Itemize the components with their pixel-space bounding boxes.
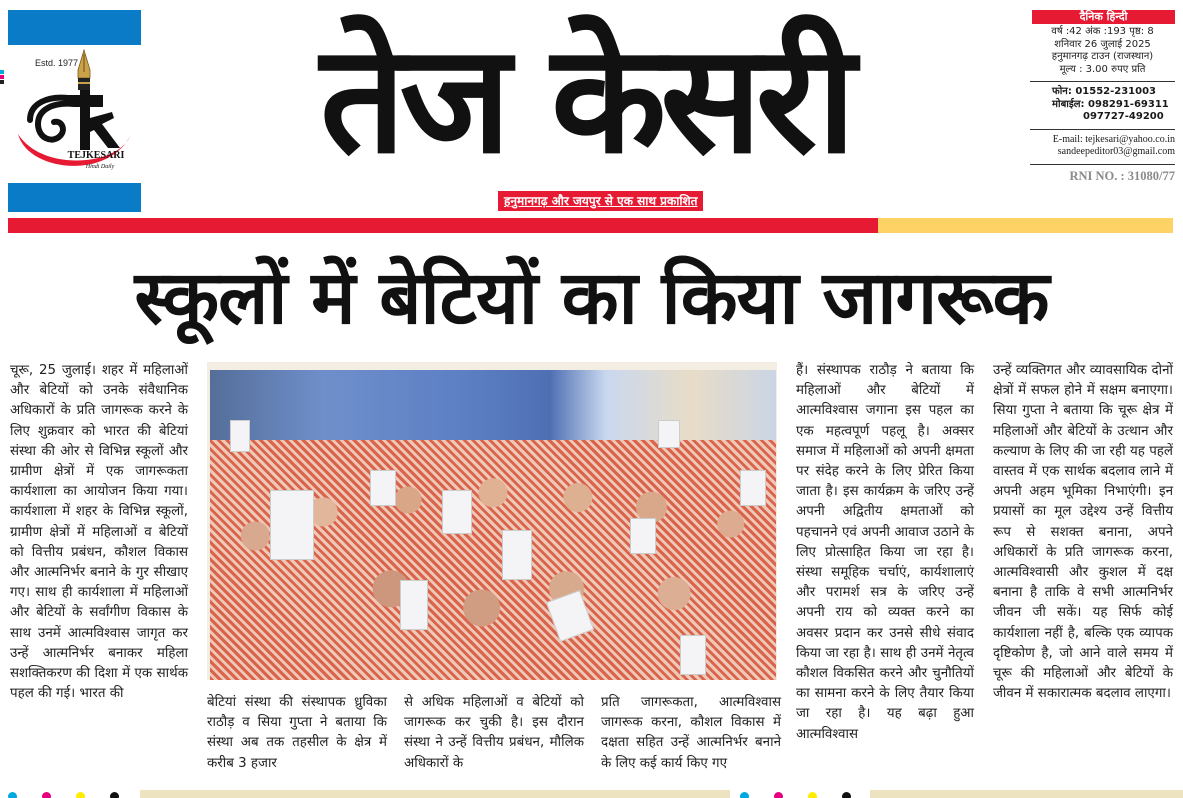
newspaper-title: तेज केसरी xyxy=(320,13,850,187)
article-headline: स्कूलों में बेटियों का किया जागरूक xyxy=(134,255,1049,341)
daily-hindi-tag: दैनिक हिन्दी xyxy=(1032,10,1175,24)
column-text: चूरू, 25 जुलाई। शहर में महिलाओं और बेटियों को उनके संवैधानिक अधिकारों के प्रति जागरूक करने के लिए शुक्रवार को भारत की बेटियां संस्था की ओर से विभिन्न स्कूलों और ग्रामीण क्षेत्रों में एक जागरूकता कार्यशाला का आयोजन किया गया। कार्यशाला में शहर के विभिन्न स्कूलों, ग्रामीण क्षेत्रों में महिलाओं व बेटियों को वित्तीय प्रबंधन, कौशल विकास और आत्मनिर्भर बनाने के गुर सीखाए गए। साथ ही कार्यशाला में महिलाओं और बेटियों के सर्वांगीण विकास के साथ उनमें आत्मविश्वास जागृत कर उन्हें आत्मनिर्भर बनाकर महिला सशक्तिकरण की दिशा में एक सार्थक पहल की गई। भारत की xyxy=(10,363,188,702)
leaflet-icon xyxy=(400,580,428,630)
article-column-6 xyxy=(993,361,1173,704)
column-text: हैं। संस्थापक राठौड़ ने बताया कि महिलाओं और बेटियों में आत्मविश्वास जगाना इस पहल का एक महत्वपूर्ण पहलू है। अक्सर समाज में महिलाओं को अपनी क्षमता पर संदेह करने के लिए प्रेरित किया जाता है। इस कार्यक्रम के जरिए उन्हें अपनी अद्वितीय क्षमताओं को पहचानने एवं अपनी आवाज उठाने के लिए प्रोत्साहित किया जा रहा है। संस्था समूहिक चर्चाएं, कार्यशालाएं और परामर्श सत्र के जरिए उन्हें अपनी राय को व्यक्त करने का अवसर प्रदान कर उनसे सीधे संवाद किया जा रहा है। साथ ही उनमें नेतृत्व कौशल विकसित करने और चुनौतियों का सामना करने के लिए तैयार किया जा रहा है। यह बढ़ा हुआ आत्मविश्वास xyxy=(796,363,974,742)
logo-bar-bottom xyxy=(8,183,141,212)
registration-marks xyxy=(0,70,6,86)
magenta-registration-dot-icon xyxy=(774,792,783,798)
masthead-logo xyxy=(8,10,141,212)
column-text: उन्हें व्यक्तिगत और व्यावसायिक दोनों क्षेत्रों में सफल होने में सक्षम बनाएगा। सिया गुप्ता ने बताया कि चूरू क्षेत्र में महिलाओं और बेटियों के उत्थान और कल्याण के लिए की जा रही यह पहलें वास्तव में एक सार्थक बदलाव लाने में अपनी अहम भूमिका निभाएंगी। इन प्रयासों का मूल उद्देश्य उन्हें वित्तीय रूप से सशक्त बनाना, अपने अधिकारों के प्रति जागरूक करना, आत्मविश्वासी और कुशल में दक्ष बनाना है ताकि वे सभी आत्मनिर्भर जीवन जी सकें। यह सिर्फ कोई कार्यशाला नहीं है, बल्कि एक व्यापक दृष्टिकोण है, जो आने वाले समय में चूरू की महिलाओं और बेटियों के जीवन में सकारात्मक बदलाव लाएगा। xyxy=(993,363,1173,702)
leaflet-icon xyxy=(680,635,706,675)
divider xyxy=(1030,164,1175,165)
column-text: बेटियां संस्था की संस्थापक ध्रुविका राठौड़ व सिया गुप्ता ने बताया कि संस्था अब तक तहसील के क्षेत्र में करीब 3 हजार xyxy=(207,695,387,771)
price-line: मूल्य : 3.00 रुपए प्रति xyxy=(1059,63,1146,75)
logo-estd: Estd. 1977 xyxy=(35,58,79,68)
location-line: हनुमानगढ़ टाउन (राजस्थान) xyxy=(1051,51,1154,62)
leaflet-icon xyxy=(502,530,532,580)
mobile-line-1: मोबाईल: 098291-69311 xyxy=(1052,98,1169,110)
divider xyxy=(1030,81,1175,82)
masthead-rule-red xyxy=(8,218,878,233)
edition-info-box xyxy=(1030,10,1175,184)
article-column-1 xyxy=(10,361,188,704)
print-strip xyxy=(140,790,730,798)
black-registration-dot-icon xyxy=(110,792,119,798)
date-line: शनिवार 26 जुलाई 2025 xyxy=(1054,38,1151,50)
leaflet-icon xyxy=(230,420,250,452)
rni-number: RNI NO. : 31080/77 xyxy=(1069,168,1175,183)
article-column-2 xyxy=(207,693,387,774)
tejkesari-logo-icon xyxy=(8,48,141,182)
divider xyxy=(1030,129,1175,130)
cyan-registration-dot-icon xyxy=(740,792,749,798)
leaflet-icon xyxy=(658,420,680,448)
svg-text:TEJKESARI: TEJKESARI xyxy=(67,150,125,161)
column-text: से अधिक महिलाओं व बेटियों को जागरूक कर चुकी है। इस दौरान संस्था ने उन्हें वित्तीय प्रबंधन, मौलिक अधिकारों के xyxy=(404,695,584,771)
magenta-registration-dot-icon xyxy=(42,792,51,798)
yellow-registration-dot-icon xyxy=(808,792,817,798)
leaflet-icon xyxy=(442,490,472,534)
column-text: प्रति जागरूकता, आत्मविश्वास जागरूक करना, कौशल विकास में दक्षता सहित उन्हें आत्मनिर्भर बनाने के लिए कई कार्य किए गए xyxy=(601,695,781,771)
issue-line: वर्ष :42 अंक :193 पृष्ठ: 8 xyxy=(1051,26,1154,37)
article-photo xyxy=(207,362,777,680)
masthead-rule-yellow xyxy=(878,218,1173,233)
leaflet-icon xyxy=(740,470,766,506)
yellow-registration-dot-icon xyxy=(76,792,85,798)
leaflet-icon xyxy=(270,490,314,560)
email-line-1: E-mail: tejkesari@yahoo.co.in xyxy=(1052,133,1175,145)
svg-text:Hindi Daily: Hindi Daily xyxy=(85,164,115,170)
article-column-4 xyxy=(601,693,781,774)
leaflet-icon xyxy=(630,518,656,554)
phone-line: फोन: 01552-231003 xyxy=(1052,86,1157,97)
article-column-5 xyxy=(796,361,974,745)
logo-bar-top xyxy=(8,10,141,45)
photo-schoolgirls-with-leaflets xyxy=(210,370,776,680)
black-registration-dot-icon xyxy=(842,792,851,798)
article-column-3 xyxy=(404,693,584,774)
email-line-2: sandeepeditor03@gmail.com xyxy=(1057,146,1175,157)
masthead-tagline: हनुमानगढ़ और जयपुर से एक साथ प्रकाशित xyxy=(498,191,703,211)
leaflet-icon xyxy=(370,470,396,506)
cyan-registration-dot-icon xyxy=(8,792,17,798)
mobile-line-2: 097727-49200 xyxy=(1083,111,1164,122)
print-strip xyxy=(870,790,1183,798)
